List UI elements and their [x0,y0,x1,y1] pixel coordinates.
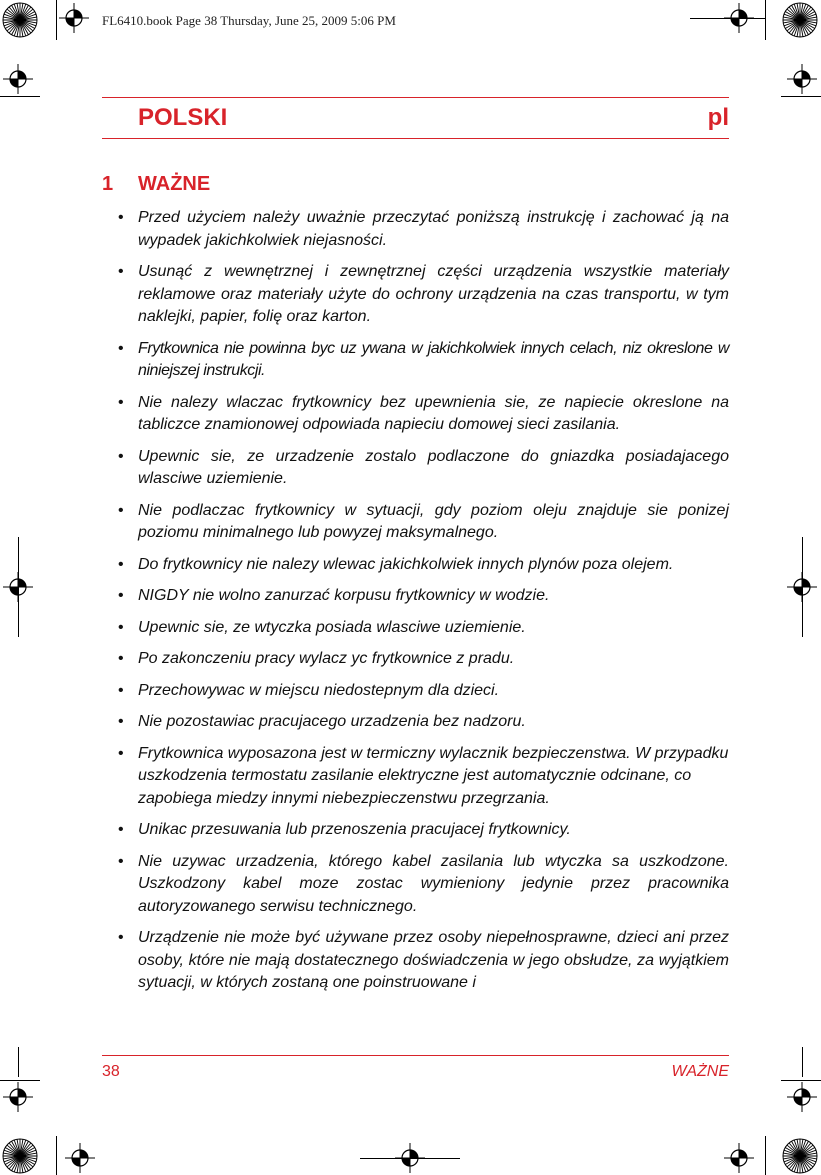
list-item: • Frytkownica nie powinna byc uz ywana w jakichkolwiek innych celach, niz okreslone w niniejszej instrukcji. [118,338,729,383]
header-language-code: pl [707,104,729,131]
print-slug: FL6410.book Page 38 Thursday, June 25, 2009 5:06 PM [102,13,396,28]
starburst-mark-icon [782,2,818,38]
crop-line [18,537,19,637]
list-item: • Do frytkownicy nie nalezy wlewac jakichkolwiek innych plynów poza olejem. [118,554,729,577]
crop-line [0,1080,40,1081]
safety-instructions-list [118,207,729,1004]
footer-section-title: WAŻNE [671,1063,729,1080]
starburst-mark-icon [782,1138,818,1174]
crop-line [690,18,765,19]
crop-line [765,0,766,40]
crop-line [56,1136,57,1175]
list-item: • Upewnic sie, ze urzadzenie zostalo podlaczone do gniazdka posiadajacego wlasciwe uziemienie. [118,446,729,491]
crop-line [18,1047,19,1077]
page-header [102,97,729,139]
list-item: • Nie uzywac urzadzenia, którego kabel zasilania lub wtyczka sa uszkodzone. Uszkodzony kabel moze zostac wymieniony jedynie przez pracownika autoryzowanego serwisu technicznego. [118,851,729,919]
crosshair-mark-icon [724,1143,754,1173]
list-item: • Nie nalezy wlaczac frytkownicy bez upewnienia sie, ze napiecie okreslone na tabliczce znamionowej odpowiada napieciu domowej sieci zasilania. [118,392,729,437]
section-number: 1 [102,173,114,195]
crop-line [56,0,57,40]
list-item: • NIGDY nie wolno zanurzać korpusu frytkownicy w wodzie. [118,585,729,608]
starburst-mark-icon [2,2,38,38]
crosshair-mark-icon [787,1082,817,1112]
header-language: POLSKI [138,104,228,131]
crosshair-mark-icon [59,3,89,33]
crop-line [0,96,40,97]
list-item: • Urządzenie nie może być używane przez osoby niepełnosprawne, dzieci ani przez osoby, które nie mają dostatecznego doświadczenia w jego obsłudze, za wyjątkiem sytuacji, w których zostaną one poinstruowane i [118,927,729,995]
crop-line [360,1158,460,1159]
list-item: • Frytkownica wyposazona jest w termiczny wylacznik bezpieczenstwa. W przypadku uszkodzenia termostatu zasilanie elektryczne jest automatycznie odcinane, co zapobiega miedzy innymi niebezpieczenstwu przegrzania. [118,743,729,811]
list-item: • Przechowywac w miejscu niedostepnym dla dzieci. [118,680,729,703]
crosshair-mark-icon [787,64,817,94]
list-item: • Upewnic sie, ze wtyczka posiada wlasciwe uziemienie. [118,617,729,640]
crop-line [765,1136,766,1175]
crosshair-mark-icon [65,1143,95,1173]
section-title: WAŻNE [138,173,211,195]
crosshair-mark-icon [3,1082,33,1112]
crop-line [781,1080,821,1081]
section-heading [102,173,210,196]
list-item: • Nie podlaczac frytkownicy w sytuacji, gdy poziom oleju znajduje sie ponizej poziomu minimalnego lub powyzej maksymalnego. [118,500,729,545]
footer-rule [102,1055,729,1056]
list-item: • Usunąć z wewnętrznej i zewnętrznej części urządzenia wszystkie materiały reklamowe oraz materiały użyte do ochrony urządzenia na czas transportu, w tym naklejki, papier, folię oraz karton. [118,261,729,329]
starburst-mark-icon [2,1138,38,1174]
list-item: • Po zakonczeniu pracy wylacz yc frytkownice z pradu. [118,648,729,671]
footer-page-number: 38 [102,1063,120,1080]
list-item: • Przed użyciem należy uważnie przeczytać poniższą instrukcję i zachować ją na wypadek jakichkolwiek niejasności. [118,207,729,252]
crop-line [781,96,821,97]
list-item: • Nie pozostawiac pracujacego urzadzenia bez nadzoru. [118,711,729,734]
crosshair-mark-icon [3,64,33,94]
crop-line [802,537,803,637]
list-item: • Unikac przesuwania lub przenoszenia pracujacej frytkownicy. [118,819,729,842]
crop-line [802,1047,803,1077]
